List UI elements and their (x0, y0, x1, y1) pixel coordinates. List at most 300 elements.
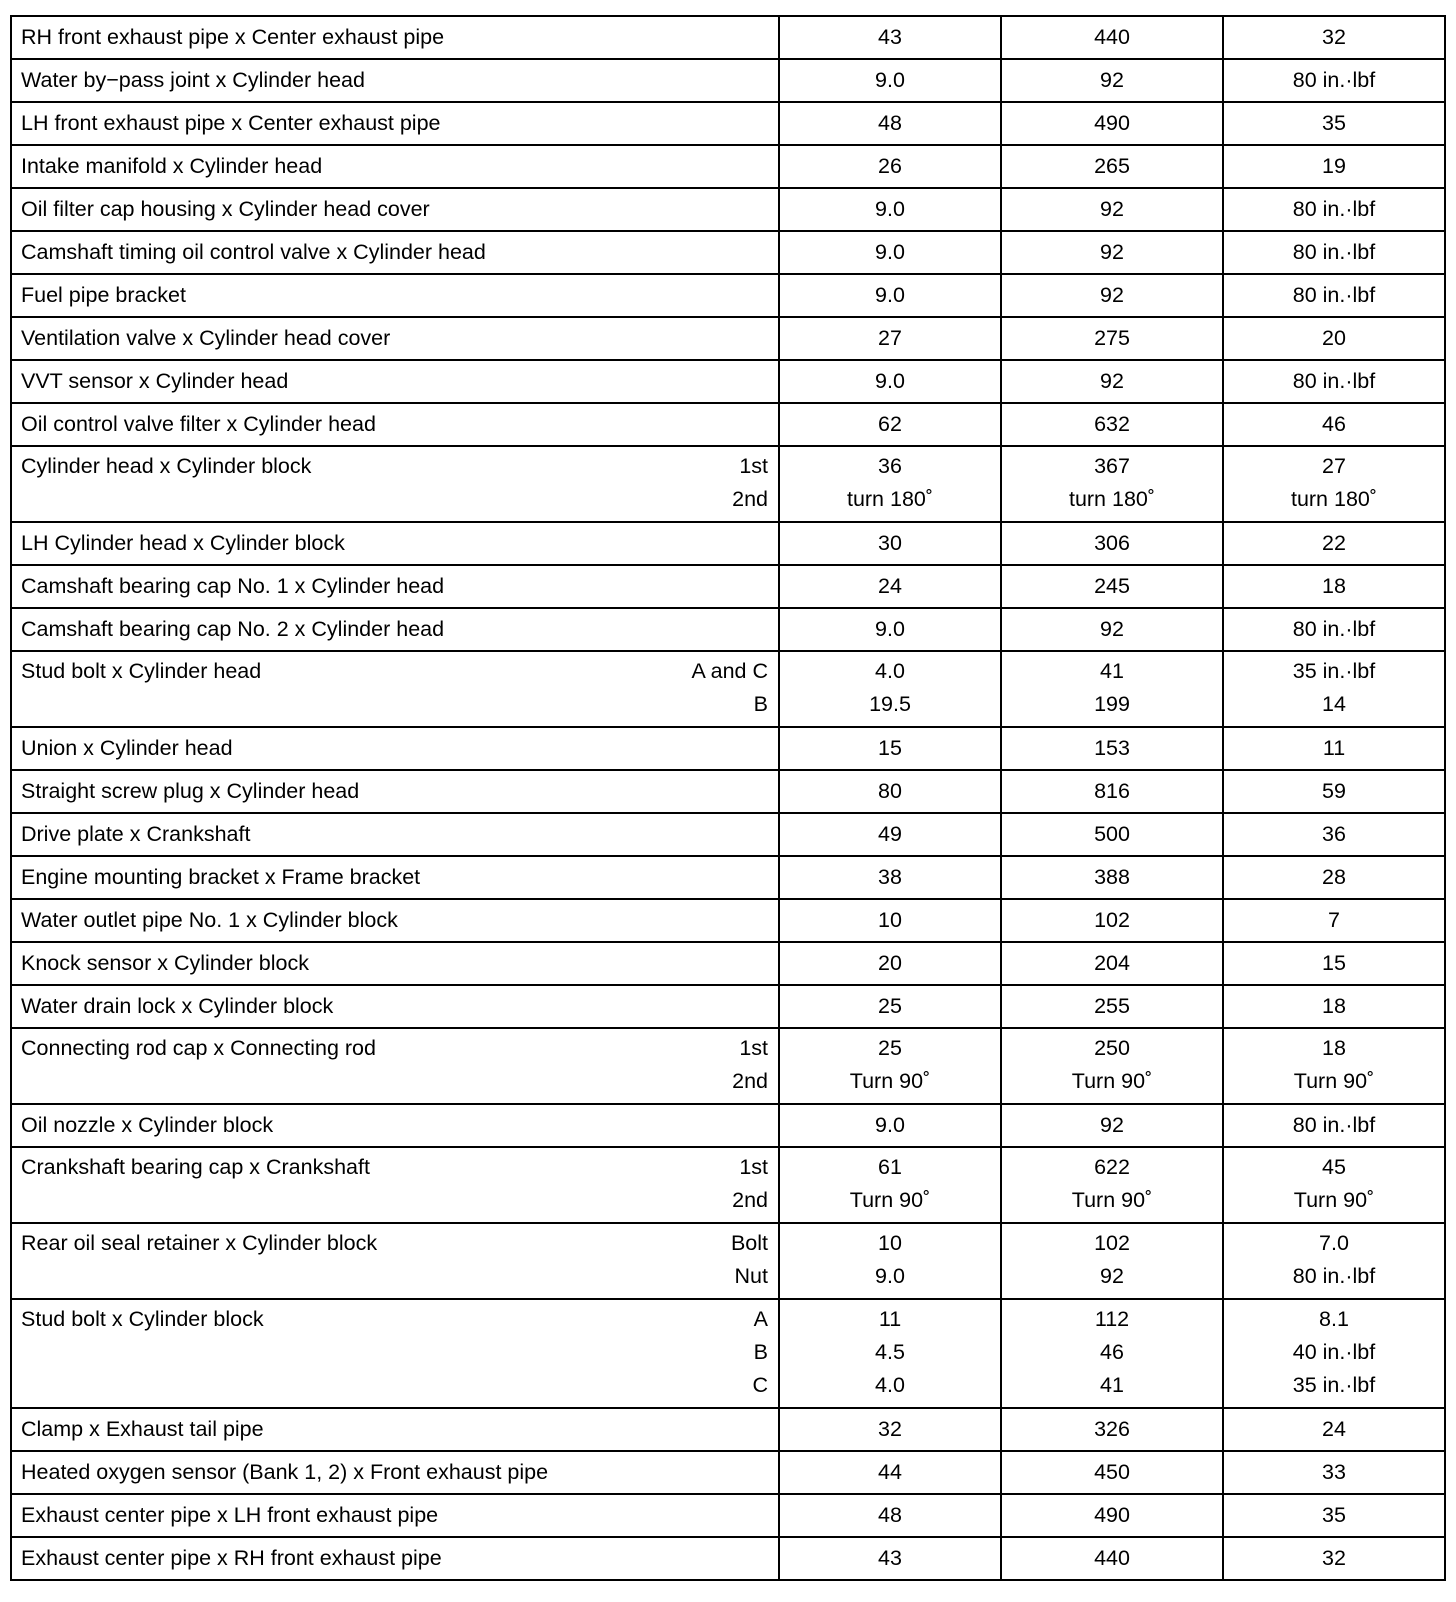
torque-nm-value: 38 (878, 865, 902, 889)
torque-kgf-cm-value: 632 (1094, 412, 1130, 436)
table-row (11, 145, 1445, 188)
part-description-cell (11, 446, 779, 522)
torque-nm-cell (779, 727, 1001, 770)
torque-ft-lbf-cell (1223, 1494, 1445, 1537)
torque-kgf-cm-value: 92 (1100, 369, 1124, 393)
torque-ft-lbf-value: 40 in.·lbf (1292, 1340, 1376, 1364)
part-name: Camshaft timing oil control valve x Cylinder head (21, 240, 486, 264)
torque-nm-value: 43 (878, 1546, 902, 1570)
torque-nm-cell (779, 608, 1001, 651)
part-description-cell (11, 1223, 779, 1299)
torque-ft-lbf-value: turn 180˚ (1290, 487, 1378, 511)
torque-kgf-cm-value: 450 (1094, 1460, 1130, 1484)
table-row (11, 317, 1445, 360)
part-description (21, 655, 768, 721)
part-name: Exhaust center pipe x RH front exhaust pipe (21, 1546, 442, 1570)
part-name: Exhaust center pipe x LH front exhaust pipe (21, 1503, 439, 1527)
part-name: Rear oil seal retainer x Cylinder block (21, 1231, 378, 1255)
part-description-cell (11, 1537, 779, 1580)
table-row (11, 856, 1445, 899)
part-description (21, 818, 768, 851)
torque-ft-lbf-cell (1223, 770, 1445, 813)
torque-ft-lbf-cell (1223, 1451, 1445, 1494)
torque-nm-cell (779, 856, 1001, 899)
torque-ft-lbf-value: 7 (1328, 908, 1340, 932)
torque-ft-lbf-cell (1223, 145, 1445, 188)
torque-ft-lbf-cell (1223, 188, 1445, 231)
torque-ft-lbf-value: 80 in.·lbf (1292, 369, 1376, 393)
torque-nm-cell (779, 1408, 1001, 1451)
part-description (21, 1413, 768, 1446)
torque-nm-value: turn 180˚ (846, 487, 934, 511)
part-description-cell (11, 1147, 779, 1223)
torque-kgf-cm-cell (1001, 565, 1223, 608)
part-description (21, 990, 768, 1023)
torque-kgf-cm-value: 440 (1094, 1546, 1130, 1570)
part-description (21, 527, 768, 560)
torque-kgf-cm-cell (1001, 899, 1223, 942)
torque-nm-cell (779, 522, 1001, 565)
torque-kgf-cm-cell (1001, 522, 1223, 565)
torque-kgf-cm-cell (1001, 651, 1223, 727)
torque-ft-lbf-value: 27 (1322, 454, 1346, 478)
torque-ft-lbf-value: 46 (1322, 412, 1346, 436)
torque-ft-lbf-value: 24 (1322, 1417, 1346, 1441)
torque-nm-value: 80 (878, 779, 902, 803)
torque-kgf-cm-value: 255 (1094, 994, 1130, 1018)
torque-kgf-cm-value: 622 (1094, 1155, 1130, 1179)
part-name: Heated oxygen sensor (Bank 1, 2) x Front exhaust pipe (21, 1460, 549, 1484)
torque-ft-lbf-value: 35 (1322, 1503, 1346, 1527)
part-description-cell (11, 565, 779, 608)
torque-ft-lbf-cell (1223, 446, 1445, 522)
part-description (21, 1303, 768, 1402)
torque-ft-lbf-value: 80 in.·lbf (1292, 283, 1376, 307)
torque-nm-value: 43 (878, 25, 902, 49)
torque-nm-cell (779, 446, 1001, 522)
torque-kgf-cm-value: 326 (1094, 1417, 1130, 1441)
step-label: A (753, 1307, 768, 1331)
table-row (11, 1299, 1445, 1408)
torque-kgf-cm-cell (1001, 1223, 1223, 1299)
torque-nm-cell (779, 899, 1001, 942)
torque-nm-cell (779, 59, 1001, 102)
torque-nm-cell (779, 770, 1001, 813)
step-label: 2nd (732, 1188, 768, 1212)
torque-kgf-cm-cell (1001, 317, 1223, 360)
torque-kgf-cm-value: 112 (1094, 1307, 1130, 1331)
torque-ft-lbf-value: 80 in.·lbf (1292, 240, 1376, 264)
torque-kgf-cm-value: 41 (1100, 659, 1124, 683)
torque-kgf-cm-cell (1001, 446, 1223, 522)
part-name: Connecting rod cap x Connecting rod (21, 1036, 376, 1060)
part-description (21, 613, 768, 646)
torque-nm-value: 4.0 (875, 659, 905, 683)
torque-nm-value: 10 (878, 908, 902, 932)
table-row (11, 1104, 1445, 1147)
table-row (11, 1028, 1445, 1104)
torque-nm-value: 11 (878, 1307, 902, 1331)
torque-nm-value: 9.0 (875, 1264, 905, 1288)
torque-ft-lbf-cell (1223, 403, 1445, 446)
torque-nm-value: 4.5 (875, 1340, 905, 1364)
part-description (21, 322, 768, 355)
part-description (21, 279, 768, 312)
part-description-cell (11, 813, 779, 856)
torque-nm-value: 32 (878, 1417, 902, 1441)
table-row (11, 1408, 1445, 1451)
torque-kgf-cm-cell (1001, 1494, 1223, 1537)
torque-ft-lbf-cell (1223, 1223, 1445, 1299)
part-name: Knock sensor x Cylinder block (21, 951, 309, 975)
part-name: LH front exhaust pipe x Center exhaust pipe (21, 111, 441, 135)
part-description (21, 236, 768, 269)
torque-nm-cell (779, 565, 1001, 608)
step-label: Bolt (730, 1231, 768, 1255)
step-label: Nut (734, 1264, 768, 1288)
torque-kgf-cm-value: 41 (1100, 1373, 1124, 1397)
part-description-cell (11, 942, 779, 985)
part-description (21, 107, 768, 140)
torque-nm-value: Turn 90˚ (849, 1188, 931, 1212)
torque-ft-lbf-value: 18 (1322, 574, 1346, 598)
part-description-cell (11, 651, 779, 727)
torque-kgf-cm-cell (1001, 102, 1223, 145)
torque-kgf-cm-cell (1001, 1299, 1223, 1408)
torque-ft-lbf-cell (1223, 1408, 1445, 1451)
torque-ft-lbf-cell (1223, 942, 1445, 985)
torque-ft-lbf-cell (1223, 856, 1445, 899)
step-labels (692, 655, 769, 721)
torque-ft-lbf-value: 11 (1322, 736, 1346, 760)
part-description-cell (11, 522, 779, 565)
part-name: Clamp x Exhaust tail pipe (21, 1417, 264, 1441)
torque-nm-value: 61 (878, 1155, 902, 1179)
torque-ft-lbf-value: 15 (1322, 951, 1346, 975)
torque-ft-lbf-cell (1223, 274, 1445, 317)
table-row (11, 360, 1445, 403)
torque-nm-value: 25 (878, 994, 902, 1018)
part-name: Intake manifold x Cylinder head (21, 154, 323, 178)
torque-kgf-cm-cell (1001, 608, 1223, 651)
torque-ft-lbf-cell (1223, 985, 1445, 1028)
torque-kgf-cm-cell (1001, 1537, 1223, 1580)
part-description-cell (11, 188, 779, 231)
torque-ft-lbf-value: 35 in.·lbf (1292, 1373, 1376, 1397)
part-name: LH Cylinder head x Cylinder block (21, 531, 345, 555)
table-row (11, 231, 1445, 274)
torque-kgf-cm-value: Turn 90˚ (1071, 1188, 1153, 1212)
table-row (11, 770, 1445, 813)
torque-ft-lbf-cell (1223, 522, 1445, 565)
torque-ft-lbf-value: 18 (1322, 1036, 1346, 1060)
torque-nm-cell (779, 188, 1001, 231)
torque-nm-value: 27 (878, 326, 902, 350)
torque-nm-cell (779, 16, 1001, 59)
torque-nm-value: 24 (878, 574, 902, 598)
part-description (21, 1542, 768, 1575)
table-row (11, 102, 1445, 145)
torque-ft-lbf-value: 19 (1322, 154, 1346, 178)
torque-kgf-cm-value: 204 (1094, 951, 1130, 975)
torque-nm-cell (779, 813, 1001, 856)
torque-ft-lbf-value: 33 (1322, 1460, 1346, 1484)
part-description-cell (11, 360, 779, 403)
torque-kgf-cm-value: 250 (1094, 1036, 1130, 1060)
torque-kgf-cm-value: 92 (1100, 68, 1124, 92)
torque-kgf-cm-cell (1001, 360, 1223, 403)
part-name: Fuel pipe bracket (21, 283, 186, 307)
part-description (21, 732, 768, 765)
part-description-cell (11, 274, 779, 317)
torque-ft-lbf-cell (1223, 651, 1445, 727)
part-description (21, 365, 768, 398)
torque-nm-value: 48 (878, 111, 902, 135)
torque-kgf-cm-cell (1001, 813, 1223, 856)
torque-ft-lbf-value: Turn 90˚ (1293, 1069, 1375, 1093)
table-row (11, 1147, 1445, 1223)
torque-nm-value: 20 (878, 951, 902, 975)
step-label: B (753, 1340, 768, 1364)
part-name: Straight screw plug x Cylinder head (21, 779, 360, 803)
torque-nm-cell (779, 985, 1001, 1028)
torque-nm-value: 9.0 (875, 197, 905, 221)
torque-kgf-cm-cell (1001, 1104, 1223, 1147)
part-description (21, 775, 768, 808)
torque-kgf-cm-value: 92 (1100, 240, 1124, 264)
torque-ft-lbf-value: 28 (1322, 865, 1346, 889)
part-name: Camshaft bearing cap No. 2 x Cylinder head (21, 617, 445, 641)
part-description (21, 1032, 768, 1098)
torque-ft-lbf-value: 22 (1322, 531, 1346, 555)
table-row (11, 403, 1445, 446)
table-row (11, 942, 1445, 985)
part-description-cell (11, 608, 779, 651)
torque-kgf-cm-value: 440 (1094, 25, 1130, 49)
torque-ft-lbf-value: 18 (1322, 994, 1346, 1018)
torque-kgf-cm-value: 92 (1100, 197, 1124, 221)
part-name: Cylinder head x Cylinder block (21, 454, 312, 478)
torque-kgf-cm-value: 388 (1094, 865, 1130, 889)
torque-ft-lbf-value: 45 (1322, 1155, 1346, 1179)
torque-kgf-cm-value: Turn 90˚ (1071, 1069, 1153, 1093)
torque-kgf-cm-value: 265 (1094, 154, 1130, 178)
torque-nm-cell (779, 231, 1001, 274)
torque-ft-lbf-value: Turn 90˚ (1293, 1188, 1375, 1212)
part-name: Water by−pass joint x Cylinder head (21, 68, 365, 92)
torque-nm-value: 30 (878, 531, 902, 555)
part-description-cell (11, 403, 779, 446)
torque-kgf-cm-cell (1001, 16, 1223, 59)
torque-ft-lbf-cell (1223, 813, 1445, 856)
torque-nm-value: 26 (878, 154, 902, 178)
torque-ft-lbf-value: 80 in.·lbf (1292, 1264, 1376, 1288)
torque-kgf-cm-value: 92 (1100, 1113, 1124, 1137)
torque-kgf-cm-value: 306 (1094, 531, 1130, 555)
torque-nm-value: 48 (878, 1503, 902, 1527)
torque-kgf-cm-value: 92 (1100, 1264, 1124, 1288)
torque-nm-cell (779, 1537, 1001, 1580)
part-name: RH front exhaust pipe x Center exhaust pipe (21, 25, 445, 49)
table-row (11, 651, 1445, 727)
part-name: Camshaft bearing cap No. 1 x Cylinder head (21, 574, 445, 598)
torque-ft-lbf-cell (1223, 102, 1445, 145)
part-name: Oil control valve filter x Cylinder head (21, 412, 376, 436)
part-description-cell (11, 317, 779, 360)
part-name: Water drain lock x Cylinder block (21, 994, 334, 1018)
part-description-cell (11, 899, 779, 942)
part-description (21, 1456, 768, 1489)
step-labels (732, 450, 768, 516)
part-description (21, 64, 768, 97)
step-labels (732, 1032, 768, 1098)
torque-ft-lbf-value: 32 (1322, 25, 1346, 49)
table-row (11, 59, 1445, 102)
torque-ft-lbf-cell (1223, 608, 1445, 651)
torque-ft-lbf-cell (1223, 1299, 1445, 1408)
torque-ft-lbf-cell (1223, 16, 1445, 59)
torque-kgf-cm-value: 102 (1094, 908, 1130, 932)
torque-nm-value: 36 (878, 454, 902, 478)
torque-nm-value: 9.0 (875, 283, 905, 307)
table-row (11, 813, 1445, 856)
part-description-cell (11, 1299, 779, 1408)
torque-ft-lbf-cell (1223, 1537, 1445, 1580)
torque-ft-lbf-value: 59 (1322, 779, 1346, 803)
step-label: 2nd (732, 487, 768, 511)
part-description-cell (11, 59, 779, 102)
table-row (11, 1494, 1445, 1537)
step-label: B (753, 692, 768, 716)
torque-kgf-cm-cell (1001, 1147, 1223, 1223)
table-row (11, 446, 1445, 522)
torque-kgf-cm-value: 500 (1094, 822, 1130, 846)
torque-nm-cell (779, 274, 1001, 317)
torque-kgf-cm-value: 245 (1094, 574, 1130, 598)
part-description-cell (11, 1104, 779, 1147)
part-description (21, 193, 768, 226)
torque-kgf-cm-value: 816 (1094, 779, 1130, 803)
torque-nm-cell (779, 403, 1001, 446)
step-label: 1st (739, 454, 768, 478)
torque-nm-cell (779, 1299, 1001, 1408)
torque-nm-cell (779, 1451, 1001, 1494)
torque-kgf-cm-cell (1001, 770, 1223, 813)
torque-kgf-cm-value: 367 (1094, 454, 1130, 478)
torque-ft-lbf-value: 7.0 (1319, 1231, 1349, 1255)
part-name: Water outlet pipe No. 1 x Cylinder block (21, 908, 398, 932)
torque-ft-lbf-cell (1223, 360, 1445, 403)
part-description-cell (11, 727, 779, 770)
torque-kgf-cm-cell (1001, 145, 1223, 188)
step-label: C (752, 1373, 768, 1397)
part-name: Stud bolt x Cylinder block (21, 1307, 264, 1331)
step-labels (731, 1227, 768, 1293)
table-row (11, 565, 1445, 608)
part-description (21, 450, 768, 516)
torque-kgf-cm-value: 92 (1100, 617, 1124, 641)
torque-kgf-cm-cell (1001, 59, 1223, 102)
torque-nm-cell (779, 102, 1001, 145)
torque-nm-value: Turn 90˚ (849, 1069, 931, 1093)
torque-nm-value: 4.0 (875, 1373, 905, 1397)
part-description-cell (11, 985, 779, 1028)
part-name: Union x Cylinder head (21, 736, 233, 760)
torque-ft-lbf-value: 20 (1322, 326, 1346, 350)
torque-kgf-cm-cell (1001, 188, 1223, 231)
part-description-cell (11, 231, 779, 274)
torque-kgf-cm-cell (1001, 985, 1223, 1028)
torque-kgf-cm-cell (1001, 942, 1223, 985)
torque-ft-lbf-value: 14 (1322, 692, 1346, 716)
part-name: Crankshaft bearing cap x Crankshaft (21, 1155, 370, 1179)
torque-kgf-cm-cell (1001, 1028, 1223, 1104)
part-name: Oil filter cap housing x Cylinder head cover (21, 197, 430, 221)
part-name: VVT sensor x Cylinder head (21, 369, 289, 393)
torque-kgf-cm-value: 102 (1094, 1231, 1130, 1255)
torque-ft-lbf-cell (1223, 1028, 1445, 1104)
part-description-cell (11, 1451, 779, 1494)
part-description-cell (11, 1494, 779, 1537)
torque-nm-cell (779, 942, 1001, 985)
table-row (11, 727, 1445, 770)
torque-ft-lbf-cell (1223, 899, 1445, 942)
torque-nm-cell (779, 1147, 1001, 1223)
table-row (11, 522, 1445, 565)
torque-nm-cell (779, 360, 1001, 403)
table-row (11, 1451, 1445, 1494)
step-labels (752, 1303, 768, 1402)
torque-nm-value: 9.0 (875, 369, 905, 393)
part-description (21, 21, 768, 54)
torque-ft-lbf-value: 35 in.·lbf (1292, 659, 1376, 683)
torque-nm-value: 10 (878, 1231, 902, 1255)
torque-ft-lbf-cell (1223, 1147, 1445, 1223)
part-description-cell (11, 1408, 779, 1451)
table-row (11, 899, 1445, 942)
torque-nm-value: 15 (878, 736, 902, 760)
part-name: Drive plate x Crankshaft (21, 822, 251, 846)
torque-kgf-cm-value: 275 (1094, 326, 1130, 350)
torque-nm-cell (779, 1104, 1001, 1147)
part-name: Stud bolt x Cylinder head (21, 659, 262, 683)
torque-ft-lbf-value: 32 (1322, 1546, 1346, 1570)
torque-kgf-cm-cell (1001, 274, 1223, 317)
torque-nm-value: 62 (878, 412, 902, 436)
part-description-cell (11, 16, 779, 59)
part-description (21, 408, 768, 441)
torque-kgf-cm-value: turn 180˚ (1068, 487, 1156, 511)
torque-ft-lbf-value: 35 (1322, 111, 1346, 135)
torque-ft-lbf-value: 80 in.·lbf (1292, 1113, 1376, 1137)
part-description (21, 1227, 768, 1293)
torque-kgf-cm-value: 490 (1094, 111, 1130, 135)
part-description (21, 570, 768, 603)
torque-nm-value: 44 (878, 1460, 902, 1484)
torque-nm-cell (779, 1028, 1001, 1104)
torque-nm-value: 19.5 (869, 692, 911, 716)
part-description (21, 947, 768, 980)
part-description-cell (11, 856, 779, 899)
torque-nm-value: 9.0 (875, 240, 905, 264)
torque-nm-cell (779, 651, 1001, 727)
torque-ft-lbf-cell (1223, 317, 1445, 360)
part-description-cell (11, 102, 779, 145)
step-label: 2nd (732, 1069, 768, 1093)
step-labels (732, 1151, 768, 1217)
torque-nm-cell (779, 317, 1001, 360)
torque-ft-lbf-cell (1223, 231, 1445, 274)
